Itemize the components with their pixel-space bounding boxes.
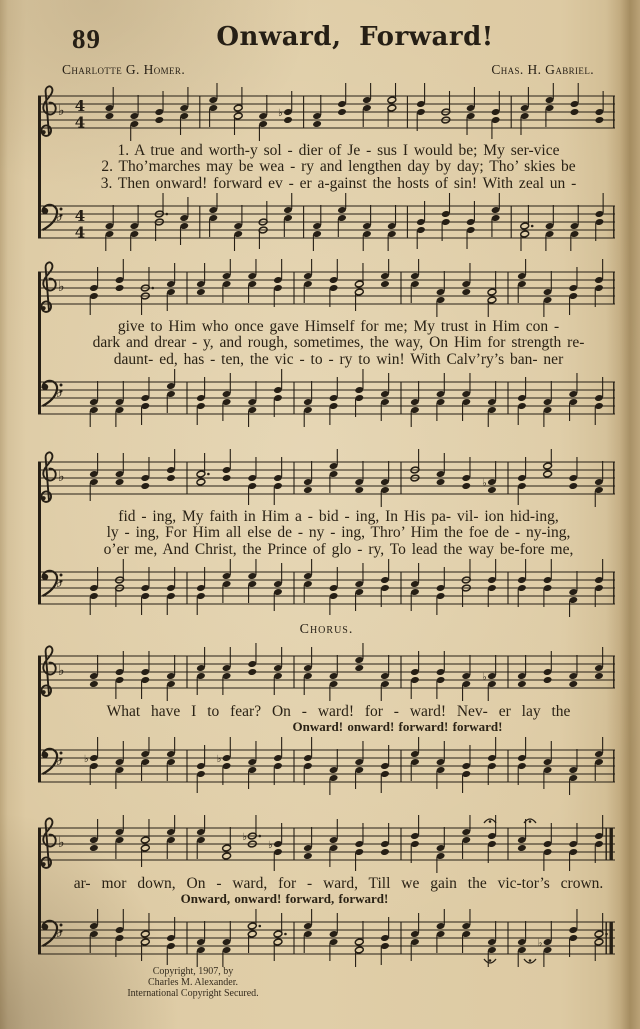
hymn-number: 89 (72, 24, 101, 54)
svg-text:♭: ♭ (216, 754, 222, 765)
bass-clef-icon (42, 571, 63, 596)
svg-text:4: 4 (74, 207, 86, 225)
system-barline (38, 96, 41, 238)
svg-text:♭: ♭ (56, 575, 63, 591)
copyright-line: International Copyright Secured. (127, 988, 259, 999)
lyrics-block (38, 508, 615, 558)
lyricist-name: Charlotte G. Homer. (62, 62, 186, 77)
composer-name: Chas. H. Gabriel. (491, 62, 594, 77)
svg-text:♭: ♭ (58, 279, 65, 295)
chorus-label: Chorus. (299, 622, 354, 637)
svg-text:♭: ♭ (267, 840, 273, 851)
lyric-line: daunt- ed, has - ten, the vic - to - ry to win! With Calv’ry’s ban- ner (113, 350, 564, 368)
system-barline (38, 656, 41, 782)
music-system-4 (38, 622, 615, 796)
svg-text:♭: ♭ (58, 835, 65, 851)
system-barline (38, 272, 41, 414)
bass-staff (38, 736, 615, 796)
treble-staff (38, 448, 615, 508)
lyric-line: 2. Tho’marches may be wea - ry and lengthen day by day; Tho’ skies be (101, 158, 576, 176)
music-system-3 (38, 448, 615, 618)
lyric-line: fid - ing, My faith in Him a - bid - ing, In His pa- vil- ion hid-ing, (118, 508, 559, 525)
bass-staff (38, 558, 615, 618)
echo-lyric-line: Onward, onward! forward, forward! (180, 891, 389, 906)
lyrics-block (38, 318, 615, 368)
lyrics-block (38, 142, 615, 192)
svg-text:♭: ♭ (278, 108, 283, 119)
music-system-5 (38, 814, 615, 968)
svg-text:♭: ♭ (56, 925, 63, 941)
music-system-2 (38, 258, 615, 428)
svg-text:♭: ♭ (56, 209, 63, 225)
lyrics-block (38, 874, 615, 908)
lyric-line: ly - ing, For Him all else de - ny - ing, Thro’ Him the foe de - ny-ing, (106, 524, 571, 542)
lyric-line: dark and drear - y, and rough, sometimes, the way, On Him for strength re- (92, 334, 585, 352)
lyric-line: 3. Then onward! forward ev - er a-gainst the hosts of sin! With zeal un - (100, 174, 577, 192)
svg-text:♭: ♭ (537, 938, 543, 949)
system-barline (38, 462, 41, 604)
copyright-block (78, 966, 308, 999)
hymn-title: Onward, Forward! (216, 22, 494, 52)
bass-clef-icon (42, 749, 63, 774)
lyric-line: What have I to fear? On - ward! for - ward! Nev- er lay the (106, 703, 571, 720)
svg-text:♭: ♭ (58, 103, 65, 119)
svg-text:♭: ♭ (56, 753, 63, 769)
bass-staff (38, 192, 615, 252)
music-system-1 (38, 82, 615, 252)
bass-clef-icon (42, 921, 63, 946)
bass-staff (38, 908, 615, 968)
copyright-line: Charles M. Alexander. (148, 977, 238, 988)
svg-text:♭: ♭ (58, 663, 65, 679)
copyright-line: Copyright, 1907, by (152, 966, 234, 977)
bass-clef-icon (42, 205, 63, 230)
lyric-line: give to Him who once gave Himself for me; My trust in Him con - (117, 318, 560, 335)
svg-text:♭: ♭ (481, 672, 487, 683)
lyric-line: o’er me, And Christ, the Prince of glo - ry, To lead the way be-fore me, (103, 540, 574, 558)
echo-lyric-line: Onward! onward! forward! forward! (292, 719, 503, 734)
lyric-line: 1. A true and worth-y sol - dier of Je - sus I would be; My ser-vice (117, 142, 560, 159)
treble-staff (38, 258, 615, 318)
lyric-line: ar- mor down, On - ward, for - ward, Till we gain the vic-tor’s crown. (73, 875, 604, 892)
treble-staff (38, 814, 615, 874)
lyrics-block (38, 702, 615, 736)
svg-text:4: 4 (74, 113, 86, 132)
system-barline (38, 828, 41, 954)
bass-staff (38, 368, 615, 428)
svg-text:4: 4 (74, 97, 86, 115)
treble-staff (38, 642, 615, 702)
bass-clef-icon (42, 381, 63, 406)
svg-text:♭: ♭ (481, 478, 487, 489)
svg-text:♭: ♭ (58, 469, 65, 485)
treble-staff (38, 82, 615, 142)
svg-text:4: 4 (74, 223, 86, 242)
svg-text:♭: ♭ (242, 832, 247, 843)
byline-row (62, 62, 594, 78)
svg-text:♭: ♭ (56, 385, 63, 401)
svg-text:♭: ♭ (83, 754, 89, 765)
